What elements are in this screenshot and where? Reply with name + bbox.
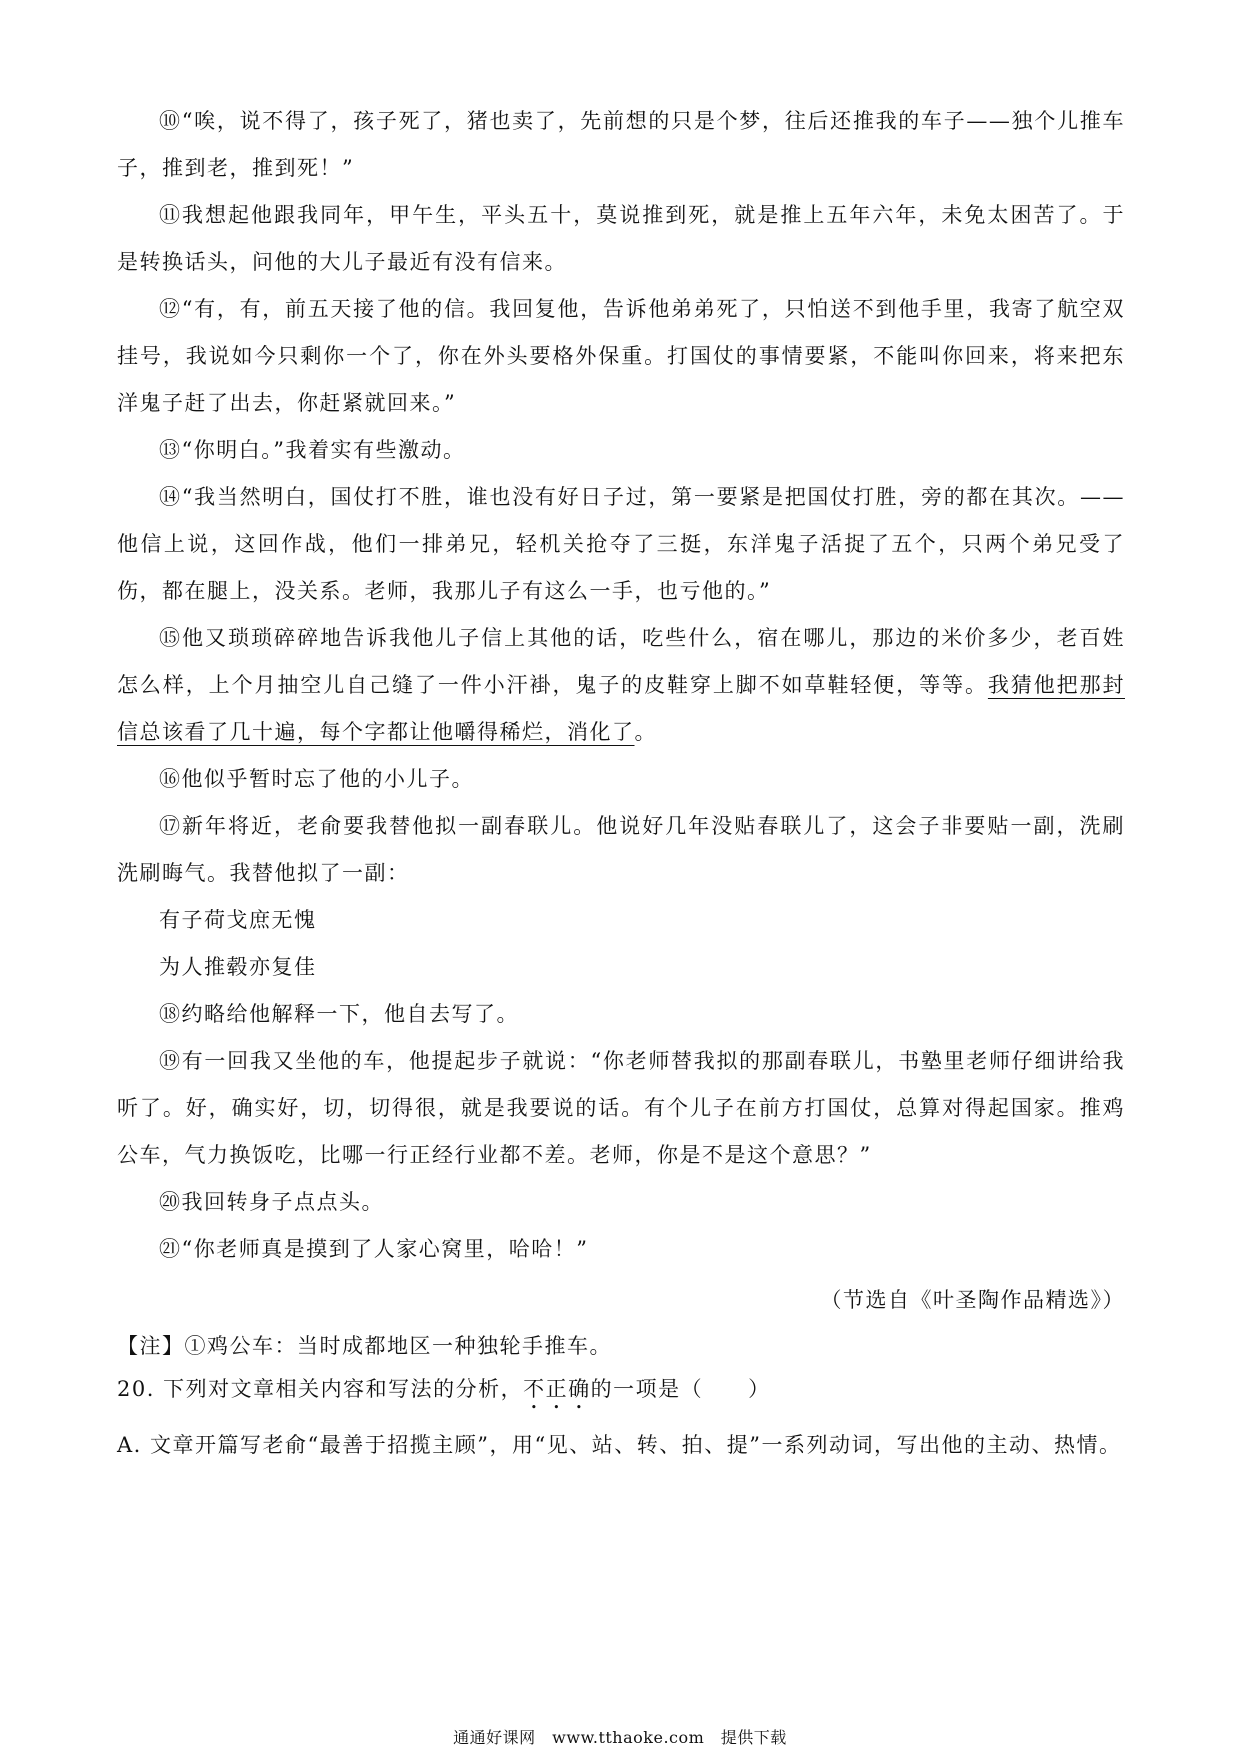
- couplet-line-1: 有子荷戈庶无愧: [159, 908, 317, 932]
- question-blank: 的一项是（ ）: [590, 1377, 771, 1401]
- footer-credit: 通通好课网 www.tthaoke.com 提供下载: [453, 1728, 787, 1747]
- paragraph-18: ⑱约略给他解释一下，他自去写了。: [159, 1002, 519, 1026]
- paragraph-21: ㉑“你老师真是摸到了人家心窝里，哈哈！”: [159, 1237, 589, 1261]
- paragraph-20: ⑳我回转身子点点头。: [159, 1190, 384, 1214]
- source-citation: （节选自《叶圣陶作品精选》）: [820, 1288, 1125, 1312]
- option-a: A. 文章开篇写老俞“最善于招揽主顾”，用“见、站、转、拍、提”一系列动词，写出他的主动、热情。: [117, 1433, 1122, 1457]
- paragraph-15-end: 。: [634, 720, 657, 744]
- paragraph-12: ⑫“有，有，前五天接了他的信。我回复他，告诉他弟弟死了，只怕送不到他手里，我寄了航空双挂号，我说如今只剩你一个了，你在外头要格外保重。打国仗的事情要紧，不能叫你回来，将来把东洋鬼子赶了出去，你赶紧就回来。”: [117, 297, 1125, 415]
- question-emphasis: 不正确: [523, 1377, 591, 1401]
- article-body: [117, 98, 1125, 1469]
- question-text: 20. 下列对文章相关内容和写法的分析，: [117, 1377, 524, 1401]
- paragraph-11: ⑪我想起他跟我同年，甲午生，平头五十，莫说推到死，就是推上五年六年，未免太困苦了。于是转换话头，问他的大儿子最近有没有信来。: [117, 203, 1125, 274]
- paragraph-19: ⑲有一回我又坐他的车，他提起步子就说：“你老师替我拟的那副春联儿，书塾里老师仔细讲给我听了。好，确实好，切，切得很，就是我要说的话。有个儿子在前方打国仗，总算对得起国家。推鸡公车，气力换饭吃，比哪一行正经行业都不差。老师，你是不是这个意思？”: [117, 1049, 1125, 1167]
- paragraph-15-text: ⑮他又琐琐碎碎地告诉我他儿子信上其他的话，吃些什么，宿在哪儿，那边的米价多少，老百姓怎么样，上个月抽空儿自己缝了一件小汗褂，鬼子的皮鞋穿上脚不如草鞋轻便，等等。: [117, 626, 1125, 697]
- paragraph-15: [117, 615, 1125, 756]
- paragraph-16: ⑯他似乎暂时忘了他的小儿子。: [159, 767, 474, 791]
- paragraph-13: ⑬“你明白。”我着实有些激动。: [159, 438, 466, 462]
- paragraph-14: ⑭“我当然明白，国仗打不胜，谁也没有好日子过，第一要紧是把国仗打胜，旁的都在其次。——他信上说，这回作战，他们一排弟兄，轻机关抢夺了三挺，东洋鬼子活捉了五个，只两个弟兄受了伤，都在腿上，没关系。老师，我那儿子有这么一手，也亏他的。”: [117, 485, 1125, 603]
- paragraph-17: ⑰新年将近，老俞要我替他拟一副春联儿。他说好几年没贴春联儿了，这会子非要贴一副，洗刷洗刷晦气。我替他拟了一副：: [117, 814, 1125, 885]
- footnote: 【注】①鸡公车：当时成都地区一种独轮手推车。: [117, 1334, 612, 1358]
- underlined-sentence: 我猜他把那封信总该看了几十遍，每个字都让他嚼得稀烂，消化了: [117, 673, 1125, 744]
- paragraph-10: ⑩“唉，说不得了，孩子死了，猪也卖了，先前想的只是个梦，往后还推我的车子——独个儿推车子，推到老，推到死！”: [117, 109, 1125, 180]
- couplet-line-2: 为人推毂亦复佳: [159, 955, 317, 979]
- question-20: [117, 1368, 1125, 1414]
